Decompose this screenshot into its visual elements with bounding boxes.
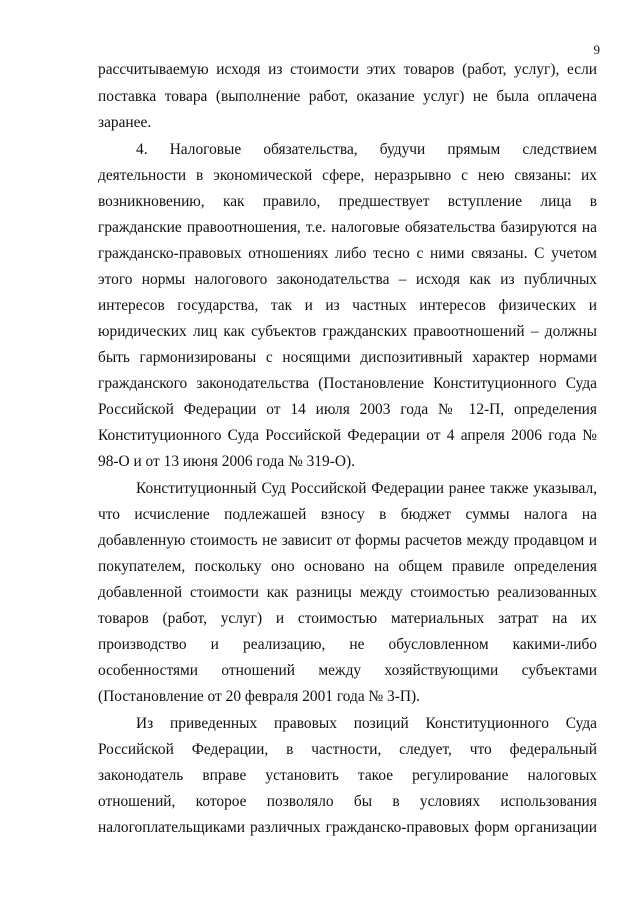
text-line: особенностями отношений между хозяйствующими субъектами xyxy=(98,662,597,679)
text-line: 98-О и от 13 июня 2006 года № 319-О). xyxy=(98,453,355,470)
paragraph-first-line: Конституционный Суд Российской Федерации ранее также указывал, xyxy=(136,480,597,497)
text-line: гражданского законодательства (Постановление Конституционного Суда xyxy=(98,375,597,392)
text-line: товаров (работ, услуг) и стоимостью материальных затрат на их xyxy=(98,610,597,627)
text-line: что исчисление подлежашей взносу в бюджет суммы налога на xyxy=(98,506,597,523)
text-line: возникновению, как правило, предшествует вступление лица в xyxy=(98,193,597,210)
text-line: добавленной стоимости как разницы между стоимостью реализованных xyxy=(98,584,597,601)
paragraph-first-line: Из приведенных правовых позиций Конституционного Суда xyxy=(136,715,597,732)
text-line: производство и реализацию, не обусловленном какими-либо xyxy=(98,636,597,653)
text-line: покупателем, поскольку оно основано на общем правиле определения xyxy=(98,558,597,575)
paragraph-first-line: 4. Налоговые обязательства, будучи прямым следствием xyxy=(136,141,597,158)
text-line: законодатель вправе установить такое регулирование налоговых xyxy=(98,767,597,784)
text-line: интересов государства, так и из частных интересов физических и xyxy=(98,297,597,314)
text-line: заранее. xyxy=(98,114,152,131)
text-line: отношений, которое позволяло бы в условиях использования xyxy=(98,793,597,810)
text-line: быть гармонизированы с носящими диспозитивный характер нормами xyxy=(98,349,597,366)
text-line: гражданские правоотношения, т.е. налоговые обязательства базируются на xyxy=(98,219,597,236)
text-line: поставка товара (выполнение работ, оказание услуг) не была оплачена xyxy=(98,88,597,105)
text-line: налогоплательщиками различных гражданско-правовых форм организации xyxy=(98,819,597,836)
text-line: Российской Федерации, в частности, следует, что федеральный xyxy=(98,741,597,758)
page-number: 9 xyxy=(593,42,600,57)
text-line: Конституционного Суда Российской Федерации от 4 апреля 2006 года № xyxy=(98,427,597,444)
text-line: (Постановление от 20 февраля 2001 года № 3-П). xyxy=(98,688,420,705)
text-line: деятельности в экономической сфере, неразрывно с нею связаны: их xyxy=(98,167,597,184)
text-line: этого нормы налогового законодательства – исходя как из публичных xyxy=(98,271,597,288)
text-line: гражданско-правовых отношениях либо тесно с ними связаны. С учетом xyxy=(98,245,597,262)
text-line: Российской Федерации от 14 июля 2003 года № 12-П, определения xyxy=(98,401,597,418)
text-line: юридических лиц как субъектов гражданских правоотношений – должны xyxy=(98,323,597,340)
text-line: добавленную стоимость не зависит от формы расчетов между продавцом и xyxy=(98,532,597,549)
text-line: рассчитываемую исходя из стоимости этих товаров (работ, услуг), если xyxy=(98,61,597,78)
